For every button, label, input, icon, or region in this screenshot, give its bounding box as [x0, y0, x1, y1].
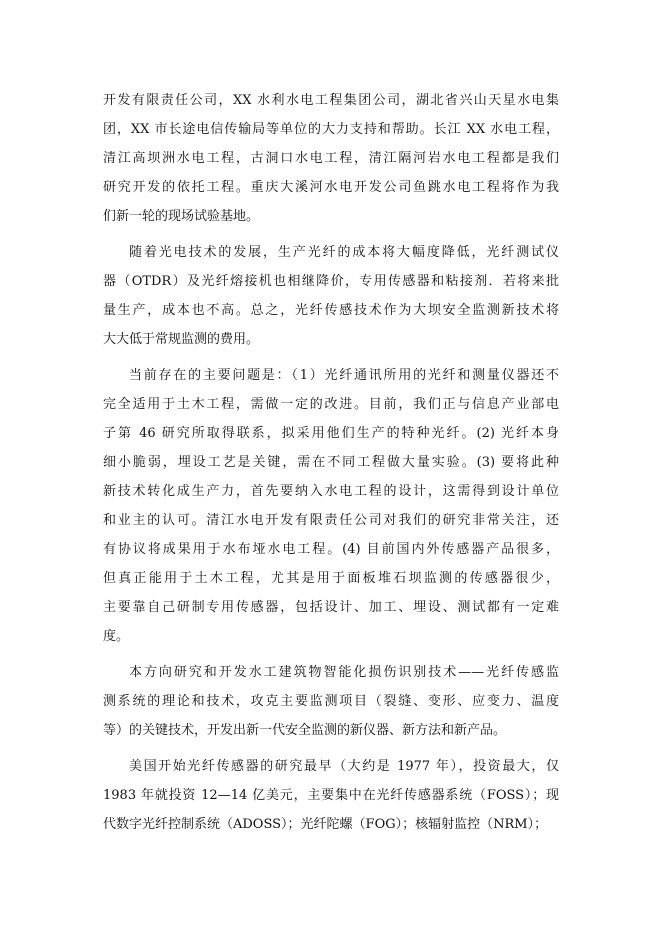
paragraph: [103, 752, 559, 839]
text-line: 美国开始光纤传感器的研究最早（大约是 1977 年），投资最大，仅: [129, 759, 559, 774]
text-line: 和业主的认可。清江水电开发有限责任公司对我们的研究非常关注，还: [103, 513, 559, 528]
text-line: 代数字光纤控制系统（ADOSS）；光纤陀螺（FOG）；核辐射监控（NRM）；: [103, 817, 548, 832]
paragraph: [103, 86, 559, 231]
text-line: 团，XX 市长途电信传输局等单位的大力支持和帮助。长江 XX 水电工程，: [103, 122, 559, 137]
document-body: [103, 86, 559, 839]
text-line: 测系统的理论和技术，攻克主要监测项目（裂缝、变形、应变力、温度: [103, 694, 559, 709]
paragraph: [103, 658, 559, 745]
paragraph: [103, 238, 559, 354]
paragraph: [103, 361, 559, 651]
text-line: 1983 年就投资 12—14 亿美元，主要集中在光纤传感器系统（FOSS）；现: [103, 788, 559, 803]
text-line: 有协议将成果用于水布垭水电工程。(4) 目前国内外传感器产品很多，: [103, 542, 559, 557]
text-line: 器（OTDR）及光纤熔接机也相继降价，专用传感器和粘接剂．若将来批: [103, 274, 559, 289]
text-line: 新技术转化成生产力，首先要纳入水电工程的设计，这需得到设计单位: [103, 484, 559, 499]
text-line: 子第 46 研究所取得联系，拟采用他们生产的特种光纤。(2) 光纤本身: [103, 426, 559, 441]
text-line: 度。: [103, 629, 130, 644]
text-line: 清江高坝洲水电工程，古洞口水电工程，清江隔河岩水电工程都是我们: [103, 151, 559, 166]
text-line: 细小脆弱，埋设工艺是关键，需在不同工程做大量实验。(3) 要将此种: [103, 455, 559, 470]
text-line: 当前存在的主要问题是：（1）光纤通讯所用的光纤和测量仪器还不: [129, 368, 559, 383]
text-line: 等）的关键技术，开发出新一代安全监测的新仪器、新方法和新产品。: [103, 723, 507, 738]
text-line: 完全适用于土木工程，需做一定的改进。目前，我们正与信息产业部电: [103, 397, 559, 412]
text-line: 本方向研究和开发水工建筑物智能化损伤识别技术——光纤传感监: [129, 665, 559, 680]
text-line: 们新一轮的现场试验基地。: [103, 209, 260, 224]
text-line: 量生产，成本也不高。总之，光纤传感技术作为大坝安全监测新技术将: [103, 303, 559, 318]
text-line: 大大低于常规监测的费用。: [103, 332, 260, 347]
text-line: 随着光电技术的发展，生产光纤的成本将大幅度降低，光纤测试仪: [129, 245, 559, 260]
text-line: 开发有限责任公司，XX 水利水电工程集团公司，湖北省兴山天星水电集: [103, 93, 559, 108]
text-line: 主要靠自己研制专用传感器，包括设计、加工、埋设、测试都有一定难: [103, 600, 559, 615]
text-line: 但真正能用于土木工程，尤其是用于面板堆石坝监测的传感器很少，: [103, 571, 559, 586]
text-line: 研究开发的依托工程。重庆大溪河水电开发公司鱼跳水电工程将作为我: [103, 180, 559, 195]
